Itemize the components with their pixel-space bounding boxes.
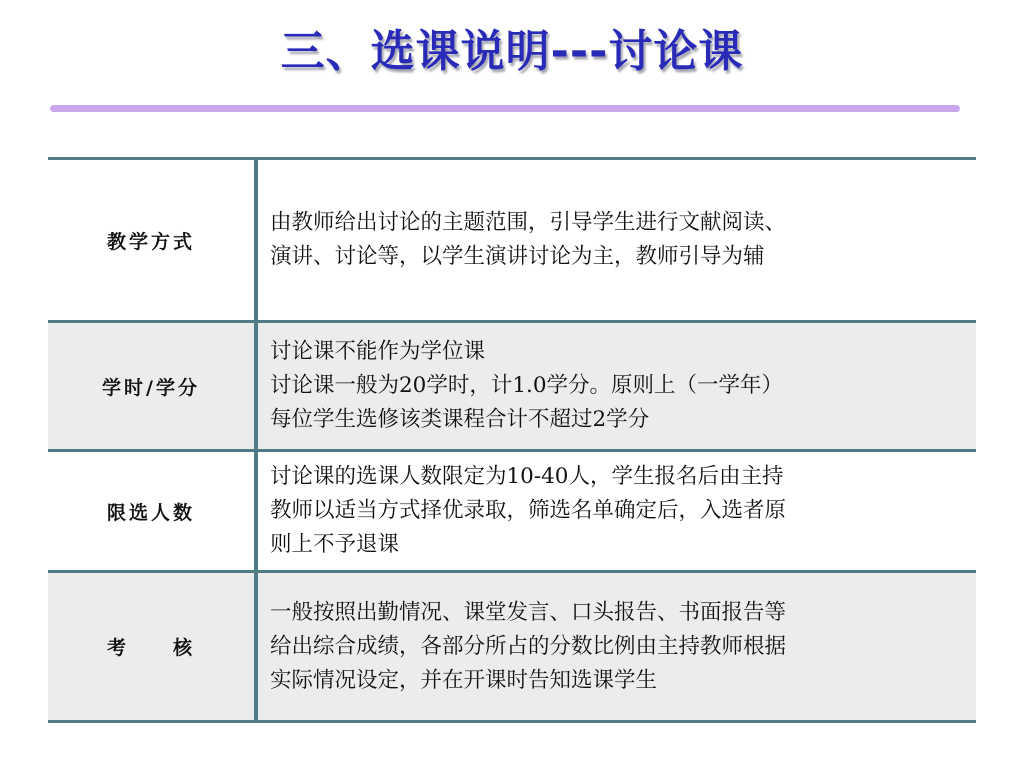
row-label: 学时/学分 <box>48 323 258 449</box>
content-line: 实际情况设定，并在开课时告知选课学生 <box>270 667 658 693</box>
content-line: 由教师给出讨论的主题范围，引导学生进行文献阅读、 <box>270 210 787 235</box>
slide-title: 三、选课说明---讨论课 <box>280 26 744 77</box>
content-line: 每位学生选修该类课程合计不超过2学分 <box>270 407 650 432</box>
row-content <box>258 323 976 449</box>
content-line: 讨论课的选课人数限定为10-40人，学生报名后由主持 <box>270 464 784 489</box>
row-content <box>258 452 976 570</box>
row-content <box>258 160 976 320</box>
row-label: 限选人数 <box>48 452 258 570</box>
table-row-enrollment-limit <box>48 452 976 573</box>
content-line: 一般按照出勤情况、课堂发言、口头报告、书面报告等 <box>270 599 787 625</box>
content-line: 讨论课不能作为学位课 <box>270 339 486 364</box>
title-underline <box>50 105 960 112</box>
table-row-teaching-method <box>48 160 976 323</box>
content-line: 教师以适当方式择优录取，筛选名单确定后，入选者原 <box>270 498 787 523</box>
table-row-assessment <box>48 573 976 723</box>
course-info-table <box>48 157 976 723</box>
content-line: 则上不予退课 <box>270 532 400 557</box>
row-content <box>258 573 976 720</box>
row-label: 考 核 <box>48 573 258 720</box>
table-row-hours-credits <box>48 323 976 452</box>
content-line: 讨论课一般为20学时，计1.0学分。原则上（一学年） <box>270 373 784 398</box>
row-label: 教学方式 <box>48 160 258 320</box>
content-line: 给出综合成绩，各部分所占的分数比例由主持教师根据 <box>270 633 787 659</box>
content-line: 演讲、讨论等，以学生演讲讨论为主，教师引导为辅 <box>270 244 765 269</box>
